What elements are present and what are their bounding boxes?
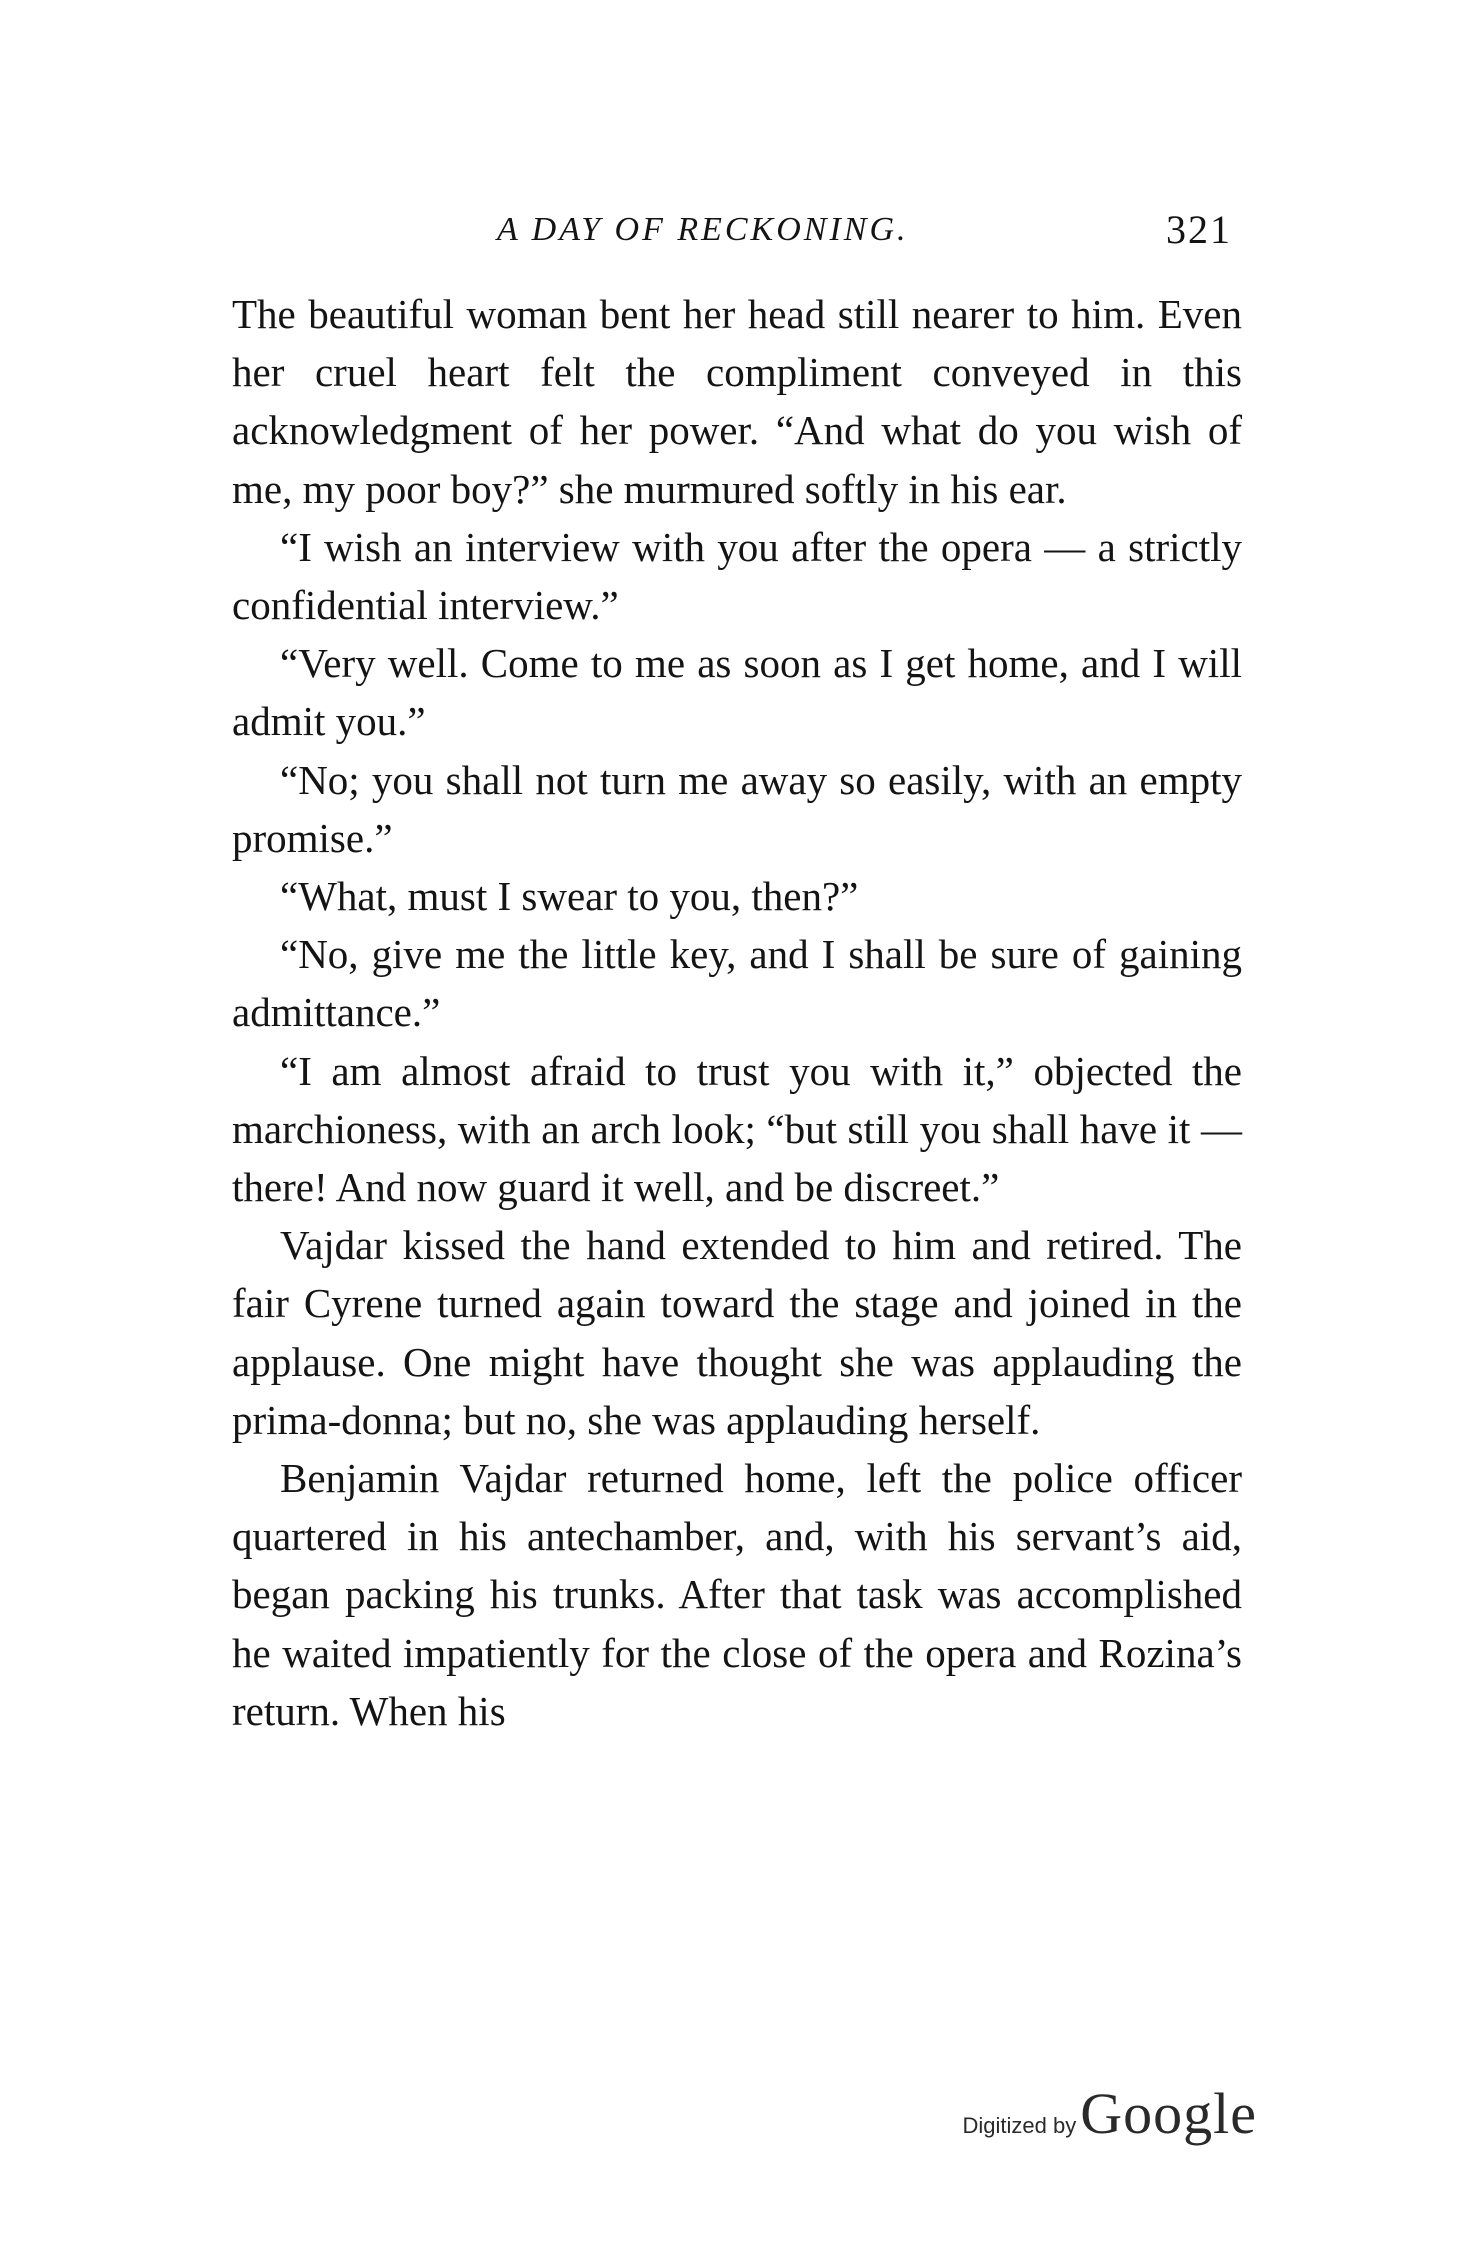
paragraph: “I wish an interview with you after the opera — a strictly confidential interview.” <box>232 523 1242 629</box>
paragraph: “No; you shall not turn me away so easily, with an empty promise.” <box>232 756 1242 861</box>
watermark-prefix: Digitized by <box>962 2113 1077 2138</box>
paragraph: “Very well. Come to me as soon as I get home, and I will admit you.” <box>232 640 1242 745</box>
paragraph: “I am almost afraid to trust you with it,” objected the marchioness, with an arch look; “but still you shall have it — there! And now guard it well, and be discreet.” <box>232 1047 1242 1211</box>
paragraph: Benjamin Vajdar returned home, left the police officer quartered in his antechamber, and, with his servant’s aid, began packing his trunks. After that task was accomplished he waited impatiently for the close of the opera and Rozina’s return. When his <box>232 1455 1242 1734</box>
running-title: A DAY OF RECKONING. <box>497 211 909 248</box>
digitized-by-google-watermark <box>963 2080 1257 2147</box>
page-number: 321 <box>1166 207 1232 252</box>
body-text <box>232 285 1242 1740</box>
paragraph: “What, must I swear to you, then?” <box>280 873 859 920</box>
paragraph: Vajdar kissed the hand extended to him and retired. The fair Cyrene turned again toward the stage and joined in the applause. One might have thought she was applauding the prima-donna; but no, she was applauding herself. <box>232 1222 1242 1443</box>
running-head <box>232 200 1242 260</box>
paragraph: The beautiful woman bent her head still nearer to him. Even her cruel heart felt the compliment conveyed in this acknowledgment of her power. “And what do you wish of me, my poor boy?” she murmured softly in his ear. <box>232 291 1242 512</box>
paragraph: “No, give me the little key, and I shall be sure of gaining admittance.” <box>232 931 1242 1036</box>
google-logo: Google <box>1080 2081 1257 2146</box>
